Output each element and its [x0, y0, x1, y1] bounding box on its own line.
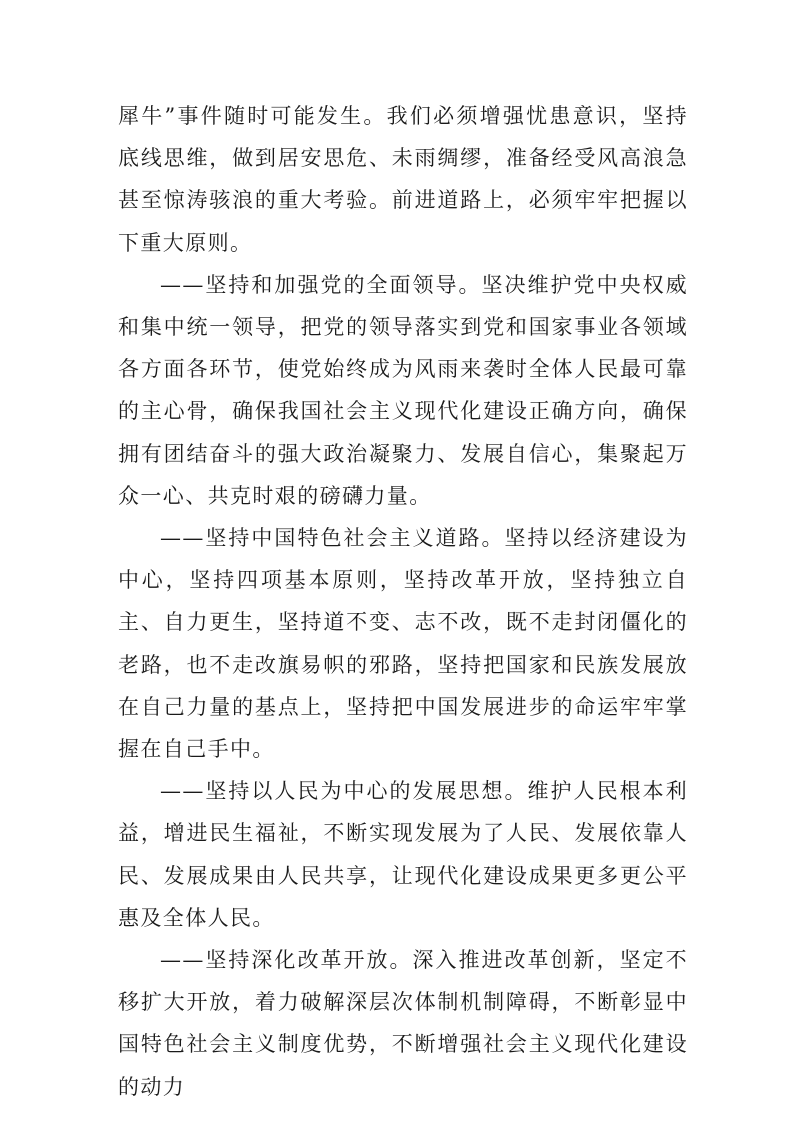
- paragraph-people-centered: ——坚持以人民为中心的发展思想。维护人民根本利益，增进民生福祉，不断实现发展为了人民、发展依靠人民、发展成果由人民共享，让现代化建设成果更多更公平惠及全体人民。: [118, 779, 688, 930]
- paragraph-party-leadership: ——坚持和加强党的全面领导。坚决维护党中央权威和集中统一领导，把党的领导落实到党和国家事业各领域各方面各环节，使党始终成为风雨来袭时全体人民最可靠的主心骨，确保我国社会主义现代化建设正确方向，确保拥有团结奋斗的强大政治凝聚力、发展自信心，集聚起万众一心、共克时艰的磅礴力量。: [118, 272, 688, 508]
- paragraph-reform-opening: ——坚持深化改革开放。深入推进改革创新，坚定不移扩大开放，着力破解深层次体制机制障碍，不断彰显中国特色社会主义制度优势，不断增强社会主义现代化建设的动力: [118, 948, 688, 1099]
- document-body: [118, 95, 688, 1108]
- paragraph-socialist-road: ——坚持中国特色社会主义道路。坚持以经济建设为中心，坚持四项基本原则，坚持改革开放，坚持独立自主、自力更生，坚持道不变、志不改，既不走封闭僵化的老路，也不走改旗易帜的邪路，坚持把国家和民族发展放在自己力量的基点上，坚持把中国发展进步的命运牢牢掌握在自己手中。: [118, 526, 688, 762]
- paragraph-continuation: 犀牛”事件随时可能发生。我们必须增强忧患意识，坚持底线思维，做到居安思危、未雨绸缪，准备经受风高浪急甚至惊涛骇浪的重大考验。前进道路上，必须牢牢把握以下重大原则。: [118, 104, 688, 255]
